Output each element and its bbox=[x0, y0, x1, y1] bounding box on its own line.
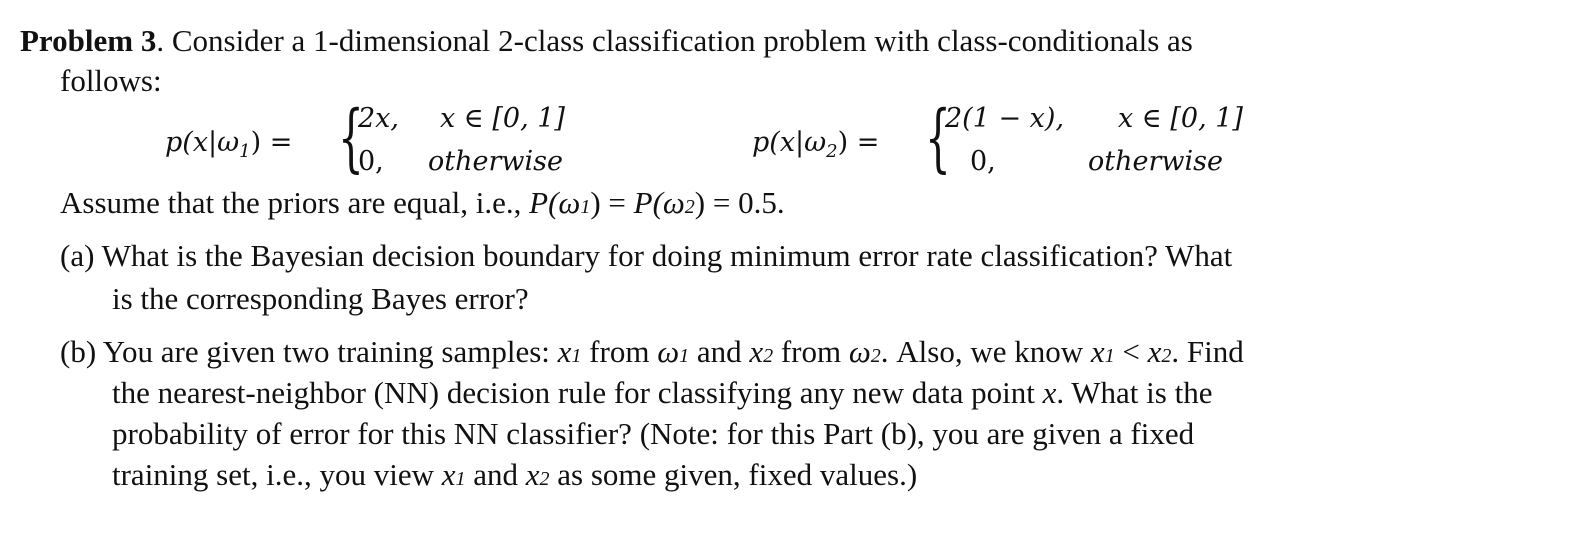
problem-intro-text: . Consider a 1-dimensional 2-class classification problem with class-conditionals as bbox=[156, 23, 1193, 58]
eq2-case2-value: 0, bbox=[970, 146, 996, 177]
eq1-case1-value: 2x, bbox=[358, 103, 399, 134]
problem-intro-line1 bbox=[20, 22, 1193, 60]
part-a-line1: (a) What is the Bayesian decision boundary for doing minimum error rate classification? What bbox=[60, 238, 1233, 273]
eq2-lhs: $p(x|\omega_2)$ = bbox=[752, 127, 880, 162]
part-b-line1: (b) You are given two training samples: x1 from ω1 and x2 from ω2. Also, we know x1 < x2. Find bbox=[60, 334, 1244, 369]
eq2-case2-condition: otherwise bbox=[1088, 146, 1223, 177]
eq1-brace: { bbox=[338, 95, 364, 181]
eq1-case2-condition: otherwise bbox=[428, 146, 563, 177]
part-b-line2: the nearest-neighbor (NN) decision rule for classifying any new data point x. What is the bbox=[112, 375, 1213, 410]
part-a-line2: is the corresponding Bayes error? bbox=[112, 281, 529, 316]
eq1-lhs: $p(x|\omega_1)$ = bbox=[165, 127, 293, 162]
part-b-line4: training set, i.e., you view x1 and x2 as some given, fixed values.) bbox=[112, 457, 918, 492]
eq1-case1-condition: x ∈ [0, 1] bbox=[440, 103, 565, 134]
eq1-case2-value: 0, bbox=[358, 146, 384, 177]
eq2-case1-value: 2(1 − x), bbox=[945, 103, 1065, 134]
assumption-line: Assume that the priors are equal, i.e., P(ω1) = P(ω2) = 0.5. bbox=[60, 185, 785, 220]
eq2-brace: { bbox=[925, 95, 951, 181]
problem-intro-line2: follows: bbox=[60, 63, 162, 98]
part-b-line3: probability of error for this NN classifier? (Note: for this Part (b), you are given a fixed bbox=[112, 416, 1195, 451]
eq2-case1-condition: x ∈ [0, 1] bbox=[1118, 103, 1243, 134]
problem-heading: Problem 3 bbox=[20, 23, 157, 58]
